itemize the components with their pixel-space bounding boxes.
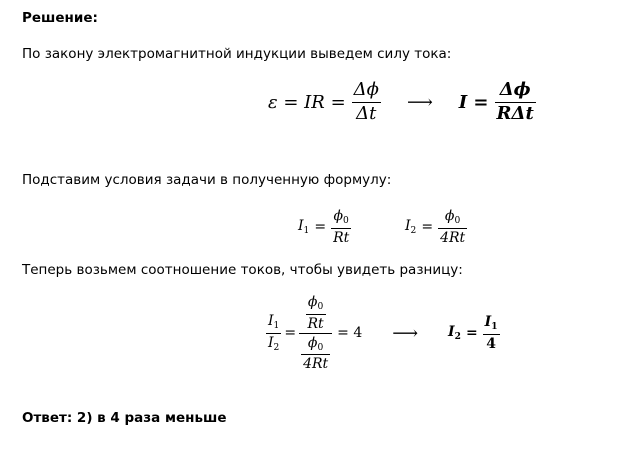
formula-current-num: Δϕ [499, 79, 531, 100]
formula-emf-den: Δt [356, 102, 377, 124]
text-line-1: По закону электромагнитной индукции выведем силу тока: [22, 46, 452, 62]
formula-current-lhs: I = [458, 91, 489, 113]
i1-fraction: $\frac{\phi_0}{Rt}$ [333, 208, 350, 246]
text-line-3: Теперь возьмем соотношение токов, чтобы увидеть разницу: [22, 262, 463, 278]
arrow-1: ⟶ [406, 91, 433, 113]
formula-emf-num: Δϕ [353, 79, 379, 100]
final-i2: $I_2$ [448, 324, 461, 343]
arrow-2: ⟶ [392, 322, 419, 344]
i2-fraction: $\frac{\phi_0}{4Rt}$ [440, 208, 466, 246]
formula-current-fraction [495, 80, 536, 124]
ratio-compound-fraction: $\frac{\frac{\phi_0}{Rt}}{\frac{\phi_0}{4Rt}}$ [299, 294, 332, 372]
ratio-lhs-fraction: $\frac{I_1}{I_2}$ [268, 313, 280, 353]
i2-symbol: $I_2$ [405, 217, 417, 236]
formula-emf [268, 80, 536, 124]
final-fraction: $\frac{I_1}{4}$ [484, 314, 498, 352]
solution-heading: Решение: [22, 10, 98, 26]
i1-symbol: $I_1$ [298, 217, 310, 236]
formula-current-den: RΔt [496, 102, 534, 124]
formula-i1: $I_1$ = $\frac{\phi_0}{Rt}$ [298, 208, 350, 246]
answer-line: Ответ: 2) в 4 раза меньше [22, 410, 227, 426]
formula-i2: $I_2$ = $\frac{\phi_0}{4Rt}$ [405, 208, 466, 246]
text-line-2: Подставим условия задачи в полученную формулу: [22, 172, 392, 188]
formula-emf-fraction [352, 80, 381, 124]
ratio-result: = 4 [337, 325, 363, 342]
formula-ratio: $\frac{I_1}{I_2}$ = $\frac{\frac{\phi_0}{Rt}}{\frac{\phi_0}{4Rt}}$ = 4 ⟶ $I_2$ = $\frac{I_1}{4}$ [268, 294, 498, 373]
formula-emf-lhs: ε = IR = [268, 91, 346, 113]
